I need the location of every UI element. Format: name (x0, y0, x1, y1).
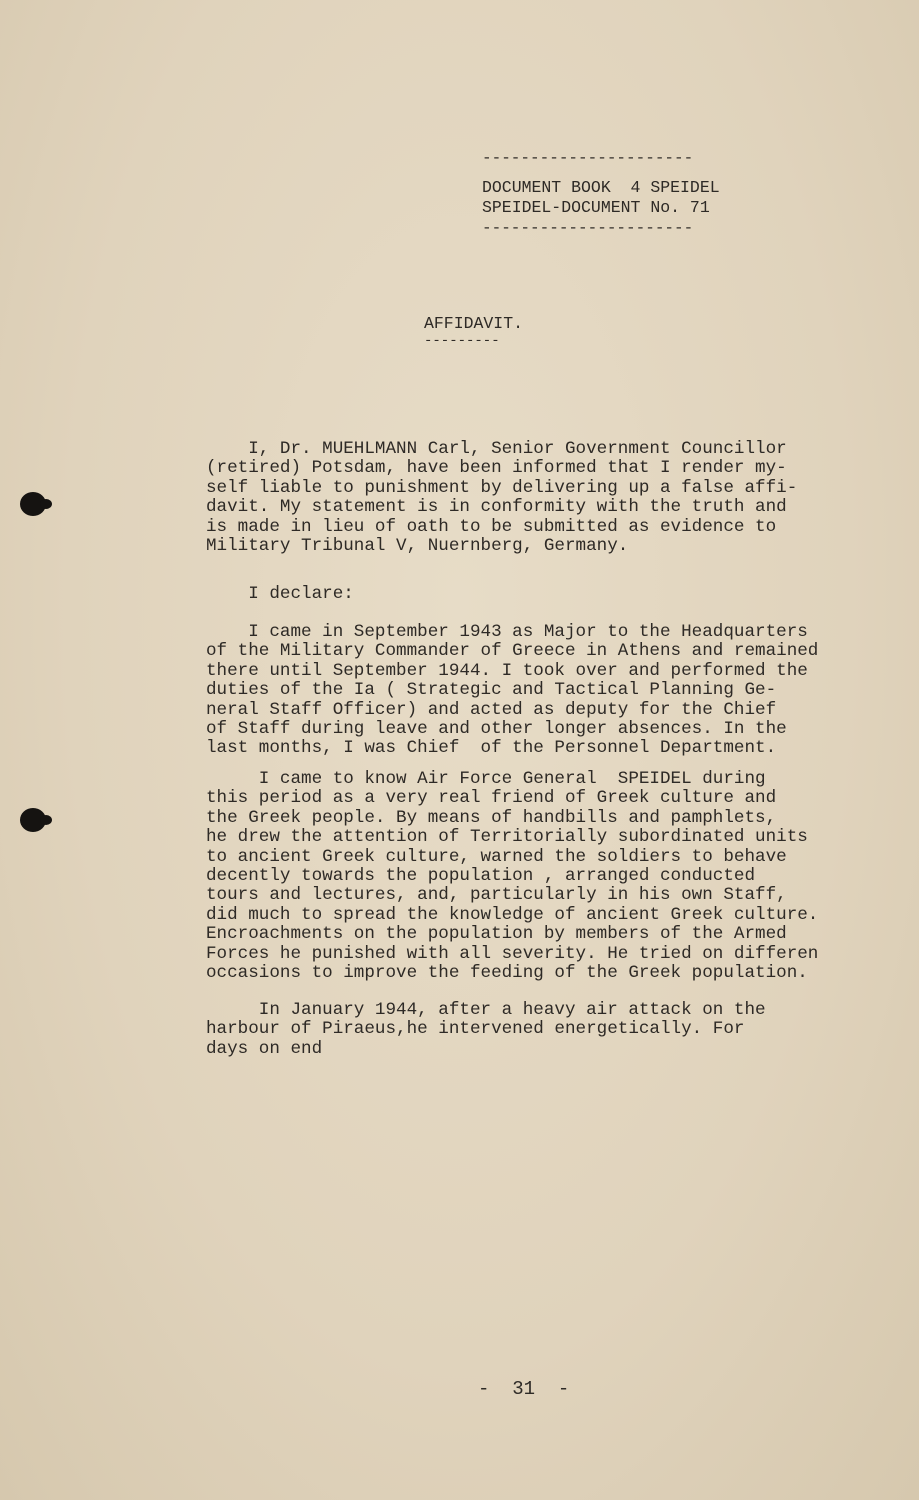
speidel-paragraph (206, 770, 906, 983)
text-line: tours and lectures, and, particularly in his own Staff, (206, 885, 787, 906)
declare-line (206, 585, 906, 604)
affidavit-title-underline: --------- (424, 333, 500, 349)
text-line: I, Dr. MUEHLMANN Carl, Senior Government Councillor (206, 439, 787, 459)
text-line: davit. My statement is in conformity with the truth and (206, 497, 787, 518)
text-line: days on end (206, 1038, 323, 1059)
punch-hole-bottom (20, 808, 46, 832)
text-line: to ancient Greek culture, warned the soldiers to behave (206, 846, 787, 867)
text-line: self liable to punishment by delivering up a false affi- (206, 477, 798, 498)
document-number-line: SPEIDEL-DOCUMENT No. 71 (482, 198, 710, 217)
page-number: - 31 - (478, 1378, 570, 1400)
piraeus-paragraph (206, 1001, 906, 1059)
text-line: last months, I was Chief of the Personnel Department. (206, 738, 777, 759)
header-rule-bottom: ---------------------- (482, 220, 694, 236)
text-line: is made in lieu of oath to be submitted as evidence to (206, 516, 777, 537)
text-line: of Staff during leave and other longer absences. In the (206, 719, 787, 740)
document-header (482, 150, 772, 236)
text-line: duties of the Ia ( Strategic and Tactical Planning Ge- (206, 680, 777, 701)
header-rule-top: ---------------------- (482, 150, 694, 166)
text-line: I came in September 1943 as Major to the Headquarters (206, 622, 808, 642)
punch-hole-top (20, 492, 46, 516)
text-line: (retired) Potsdam, have been informed that I render my- (206, 458, 787, 479)
text-line: there until September 1944. I took over and performed the (206, 660, 808, 681)
text-line: Military Tribunal V, Nuernberg, Germany. (206, 536, 629, 557)
text-line: occasions to improve the feeding of the Greek population. (206, 963, 808, 984)
text-line: I declare: (206, 584, 354, 604)
text-line: this period as a very real friend of Greek culture and (206, 788, 777, 809)
text-line: the Greek people. By means of handbills and pamphlets, (206, 807, 777, 828)
text-line: he drew the attention of Territorially subordinated units (206, 827, 808, 848)
text-line: harbour of Piraeus,he intervened energetically. For (206, 1019, 745, 1040)
intro-paragraph (206, 440, 906, 556)
document-book-line: DOCUMENT BOOK 4 SPEIDEL (482, 178, 720, 197)
text-line: neral Staff Officer) and acted as deputy for the Chief (206, 699, 777, 720)
text-line: I came to know Air Force General SPEIDEL during (206, 769, 766, 789)
text-line: of the Military Commander of Greece in Athens and remained (206, 641, 819, 662)
service-paragraph (206, 623, 906, 759)
text-line: Encroachments on the population by members of the Armed (206, 924, 787, 945)
text-line: Forces he punished with all severity. He tried on differen (206, 943, 819, 964)
text-line: decently towards the population , arranged conducted (206, 866, 756, 887)
affidavit-title: AFFIDAVIT. (424, 314, 524, 333)
text-line: In January 1944, after a heavy air attack on the (206, 1000, 766, 1020)
text-line: did much to spread the knowledge of ancient Greek culture. (206, 904, 819, 925)
